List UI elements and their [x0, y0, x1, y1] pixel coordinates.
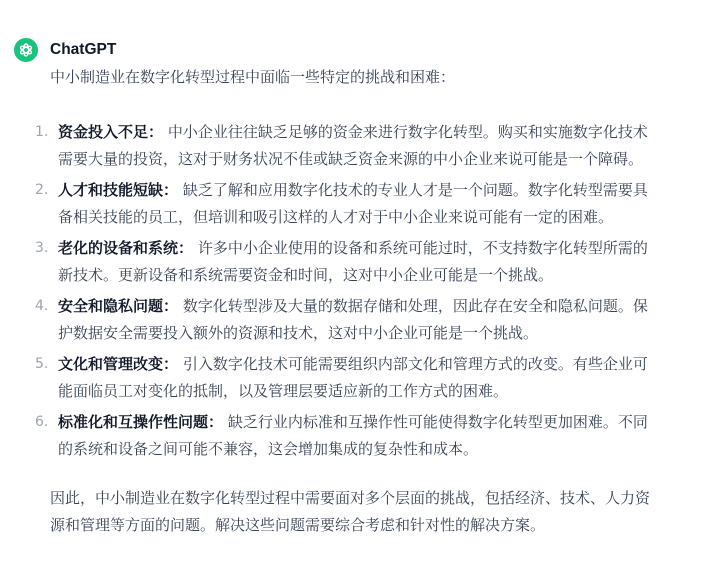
list-item: [35, 351, 662, 405]
list-number: 1.: [35, 124, 49, 140]
item-term: 老化的设备和系统: [58, 239, 179, 257]
item-text: 许多中小企业使用的设备和系统可能过时，不支持数字化转型所需的新技术。更新设备和系统需要资金和时间，这对中小企业可能是一个挑战。: [58, 239, 648, 284]
list-item: [35, 235, 662, 289]
item-term: 标准化和互操作性问题: [58, 413, 209, 431]
item-term: 资金投入不足: [58, 123, 149, 141]
item-text: 缺乏了解和应用数字化技术的专业人才是一个问题。数字化转型需要具备相关技能的员工，但培训和吸引这样的人才对于中小企业来说可能有一定的困难。: [58, 181, 648, 226]
list-item: [35, 177, 662, 231]
item-separator: ：: [163, 181, 179, 199]
item-text: 缺乏行业内标准和互操作性可能使得数字化转型更加困难。不同的系统和设备之间可能不兼容，这会增加集成的复杂性和成本。: [58, 413, 648, 458]
item-text: 引入数字化技术可能需要组织内部文化和管理方式的改变。有些企业可能面临员工对变化的抵制，以及管理层要适应新的工作方式的困难。: [58, 355, 648, 400]
item-text: 数字化转型涉及大量的数据存储和处理，因此存在安全和隐私问题。保护数据安全需要投入额外的资源和技术，这对中小企业可能是一个挑战。: [58, 297, 648, 342]
item-separator: ：: [163, 297, 179, 315]
item-separator: ：: [163, 355, 179, 373]
list-item: [35, 293, 662, 347]
item-term: 安全和隐私问题: [58, 297, 164, 315]
list-number: 4.: [35, 298, 49, 314]
message-content: [35, 64, 662, 539]
item-term: 文化和管理改变: [58, 355, 164, 373]
item-separator: ：: [148, 123, 164, 141]
message-author: ChatGPT: [50, 41, 117, 58]
item-term: 人才和技能短缺: [58, 181, 164, 199]
list-number: 2.: [35, 182, 49, 198]
list-item: [35, 119, 662, 173]
item-text: 中小企业往往缺乏足够的资金来进行数字化转型。购买和实施数字化技术需要大量的投资，这对于财务状况不佳或缺乏资金来源的中小企业来说可能是一个障碍。: [58, 123, 648, 168]
list-item: [35, 409, 662, 463]
list-number: 3.: [35, 240, 49, 256]
intro-text: 中小制造业在数字化转型过程中面临一些特定的挑战和困难：: [50, 68, 456, 86]
openai-logo-icon: [14, 38, 38, 62]
list-number: 6.: [35, 414, 49, 430]
item-separator: ：: [178, 239, 194, 257]
challenge-list: [35, 119, 662, 463]
list-number: 5.: [35, 356, 49, 372]
conclusion-text: 因此，中小制造业在数字化转型过程中需要面对多个层面的挑战，包括经济、技术、人力资源和管理等方面的问题。解决这些问题需要综合考虑和针对性的解决方案。: [50, 489, 651, 534]
openai-logo-glyph: [18, 42, 34, 58]
item-separator: ：: [208, 413, 224, 431]
